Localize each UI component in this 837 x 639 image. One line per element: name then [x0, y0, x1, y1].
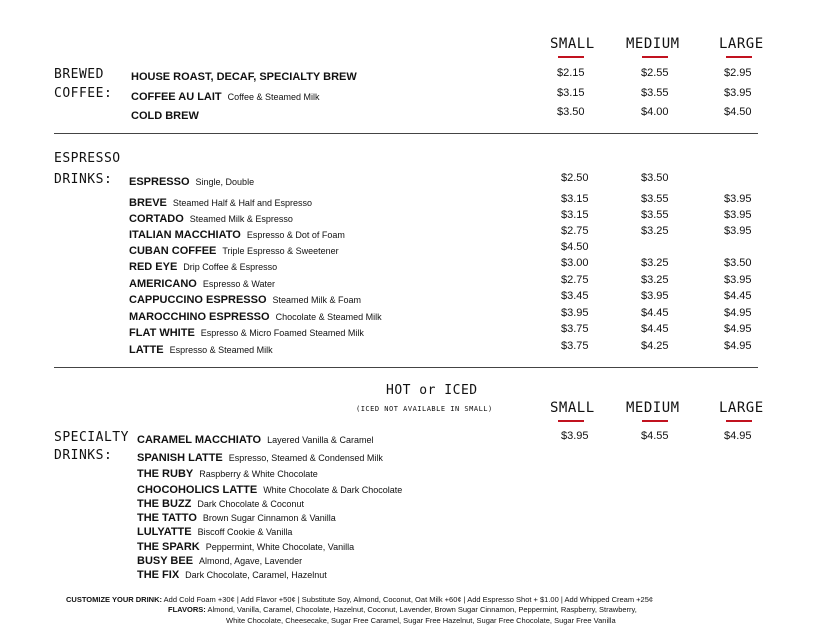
menu-item	[137, 565, 327, 583]
iced-note: (ICED NOT AVAILABLE IN SMALL)	[356, 405, 493, 413]
specialty-size-large-header: LARGE	[719, 400, 764, 416]
item-description: Almond, Agave, Lavender	[199, 556, 303, 566]
price-large: $4.45	[724, 290, 752, 302]
price-small: $3.75	[561, 340, 589, 352]
item-description: Coffee & Steamed Milk	[227, 92, 320, 102]
item-name: LULYATTE	[137, 526, 192, 538]
menu-item	[131, 67, 357, 85]
item-name: THE BUZZ	[137, 498, 192, 510]
price-medium: $3.95	[641, 290, 669, 302]
price-small: $3.95	[561, 307, 589, 319]
price-medium: $4.00	[641, 106, 669, 118]
espresso-category-line2: DRINKS:	[54, 172, 113, 187]
price-medium: $3.55	[641, 209, 669, 221]
menu-item	[131, 87, 320, 105]
specialty-size-small-underline	[558, 420, 584, 422]
item-name: SPANISH LATTE	[137, 452, 223, 464]
item-description: Drip Coffee & Espresso	[183, 262, 278, 272]
item-name: THE TATTO	[137, 512, 197, 524]
price-medium: $3.25	[641, 274, 669, 286]
brewed-category-line2: COFFEE:	[54, 86, 113, 101]
item-description: Biscoff Cookie & Vanilla	[197, 527, 293, 537]
size-small-underline	[558, 56, 584, 58]
price-large: $3.50	[724, 257, 752, 269]
size-medium-header: MEDIUM	[626, 36, 680, 52]
item-description: Layered Vanilla & Caramel	[267, 435, 374, 445]
item-description: Triple Espresso & Sweetener	[222, 246, 339, 256]
item-name: FLAT WHITE	[129, 327, 195, 339]
price-small: $3.75	[561, 323, 589, 335]
price-large: $4.50	[724, 106, 752, 118]
item-name: RED EYE	[129, 261, 178, 273]
size-medium-underline	[642, 56, 668, 58]
menu-item	[129, 257, 277, 275]
item-name: MAROCCHINO ESPRESSO	[129, 311, 270, 323]
price-small: $3.00	[561, 257, 589, 269]
price-small: $2.75	[561, 225, 589, 237]
price-large: $3.95	[724, 274, 752, 286]
customize-text: Add Cold Foam +30¢ | Add Flavor +50¢ | Substitute Soy, Almond, Coconut, Oat Milk +60¢ | Add Espresso Shot + $1.00 | Add Whipped Cream +25¢	[163, 595, 654, 604]
item-description: Steamed Milk & Espresso	[189, 214, 293, 224]
item-name: THE SPARK	[137, 541, 200, 553]
item-description: Dark Chocolate, Caramel, Hazelnut	[185, 570, 327, 580]
item-name: BREVE	[129, 197, 167, 209]
flavors-label: FLAVORS:	[168, 605, 206, 614]
price-small: $3.15	[561, 209, 589, 221]
item-name: COLD BREW	[131, 110, 199, 122]
price-medium: $3.55	[641, 193, 669, 205]
price-medium: $4.25	[641, 340, 669, 352]
specialty-category-line2: DRINKS:	[54, 448, 113, 463]
item-description: White Chocolate & Dark Chocolate	[263, 485, 403, 495]
item-description: Steamed Milk & Foam	[272, 295, 362, 305]
price-large: $2.95	[724, 67, 752, 79]
item-description: Peppermint, White Chocolate, Vanilla	[205, 542, 355, 552]
flavors-text-1: Almond, Vanilla, Caramel, Chocolate, Hazelnut, Coconut, Lavender, Brown Sugar Cinnamon, Peppermint, Raspberry, Strawberry,	[207, 605, 637, 614]
price-medium: $3.25	[641, 225, 669, 237]
item-name: CUBAN COFFEE	[129, 245, 217, 257]
price-small: $3.45	[561, 290, 589, 302]
item-description: Chocolate & Steamed Milk	[275, 312, 382, 322]
menu-item	[129, 323, 364, 341]
menu-item	[131, 106, 199, 124]
menu-item	[137, 430, 373, 448]
price-small: $3.15	[561, 193, 589, 205]
item-name: CHOCOHOLICS LATTE	[137, 484, 258, 496]
price-large: $4.95	[724, 323, 752, 335]
menu-item	[129, 172, 254, 190]
item-name: HOUSE ROAST, DECAF, SPECIALTY BREW	[131, 71, 357, 83]
specialty-price-medium: $4.55	[641, 430, 669, 442]
item-name: LATTE	[129, 344, 164, 356]
size-small-header: SMALL	[550, 36, 595, 52]
item-name: THE FIX	[137, 569, 180, 581]
item-description: Single, Double	[195, 177, 255, 187]
price-medium: $4.45	[641, 323, 669, 335]
divider-2	[54, 367, 758, 368]
price-medium: $3.25	[641, 257, 669, 269]
specialty-size-medium-underline	[642, 420, 668, 422]
menu-item	[129, 340, 273, 358]
item-description: Espresso, Steamed & Condensed Milk	[228, 453, 383, 463]
price-large: $3.95	[724, 87, 752, 99]
price-medium: $4.45	[641, 307, 669, 319]
item-description: Brown Sugar Cinnamon & Vanilla	[202, 513, 336, 523]
price-small: $2.75	[561, 274, 589, 286]
espresso-category-line1: ESPRESSO	[54, 151, 121, 166]
price-small: $3.15	[557, 87, 585, 99]
item-name: THE RUBY	[137, 468, 194, 480]
item-name: ESPRESSO	[129, 176, 190, 188]
item-name: ITALIAN MACCHIATO	[129, 229, 241, 241]
flavors-line1	[168, 605, 637, 614]
item-description: Steamed Half & Half and Espresso	[172, 198, 312, 208]
divider-1	[54, 133, 758, 134]
item-description: Raspberry & White Chocolate	[199, 469, 318, 479]
flavors-line2: White Chocolate, Cheesecake, Sugar Free Caramel, Sugar Free Hazelnut, Sugar Free Chocolate, Sugar Free Vanilla	[226, 616, 616, 625]
customize-label: CUSTOMIZE YOUR DRINK:	[66, 595, 162, 604]
price-medium: $3.50	[641, 172, 669, 184]
item-name: CORTADO	[129, 213, 184, 225]
menu-item	[129, 290, 361, 308]
price-small: $2.50	[561, 172, 589, 184]
size-large-header: LARGE	[719, 36, 764, 52]
specialty-size-medium-header: MEDIUM	[626, 400, 680, 416]
price-medium: $3.55	[641, 87, 669, 99]
item-name: BUSY BEE	[137, 555, 194, 567]
price-large: $3.95	[724, 209, 752, 221]
price-large: $4.95	[724, 340, 752, 352]
item-description: Espresso & Steamed Milk	[169, 345, 273, 355]
item-description: Espresso & Micro Foamed Steamed Milk	[200, 328, 364, 338]
item-description: Espresso & Water	[202, 279, 276, 289]
price-large: $3.95	[724, 193, 752, 205]
price-large: $4.95	[724, 307, 752, 319]
price-small: $2.15	[557, 67, 585, 79]
price-medium: $2.55	[641, 67, 669, 79]
specialty-category-line1: SPECIALTY	[54, 430, 129, 445]
price-large: $3.95	[724, 225, 752, 237]
size-large-underline	[726, 56, 752, 58]
item-name: CARAMEL MACCHIATO	[137, 434, 262, 446]
item-name: CAPPUCCINO ESPRESSO	[129, 294, 267, 306]
price-small: $4.50	[561, 241, 589, 253]
item-description: Espresso & Dot of Foam	[246, 230, 345, 240]
hot-or-iced-heading: HOT or ICED	[386, 383, 478, 398]
specialty-size-large-underline	[726, 420, 752, 422]
item-description: Dark Chocolate & Coconut	[197, 499, 304, 509]
specialty-size-small-header: SMALL	[550, 400, 595, 416]
customize-line	[66, 595, 653, 604]
item-name: AMERICANO	[129, 278, 197, 290]
specialty-price-large: $4.95	[724, 430, 752, 442]
brewed-category-line1: BREWED	[54, 67, 104, 82]
item-name: COFFEE AU LAIT	[131, 91, 222, 103]
specialty-price-small: $3.95	[561, 430, 589, 442]
price-small: $3.50	[557, 106, 585, 118]
